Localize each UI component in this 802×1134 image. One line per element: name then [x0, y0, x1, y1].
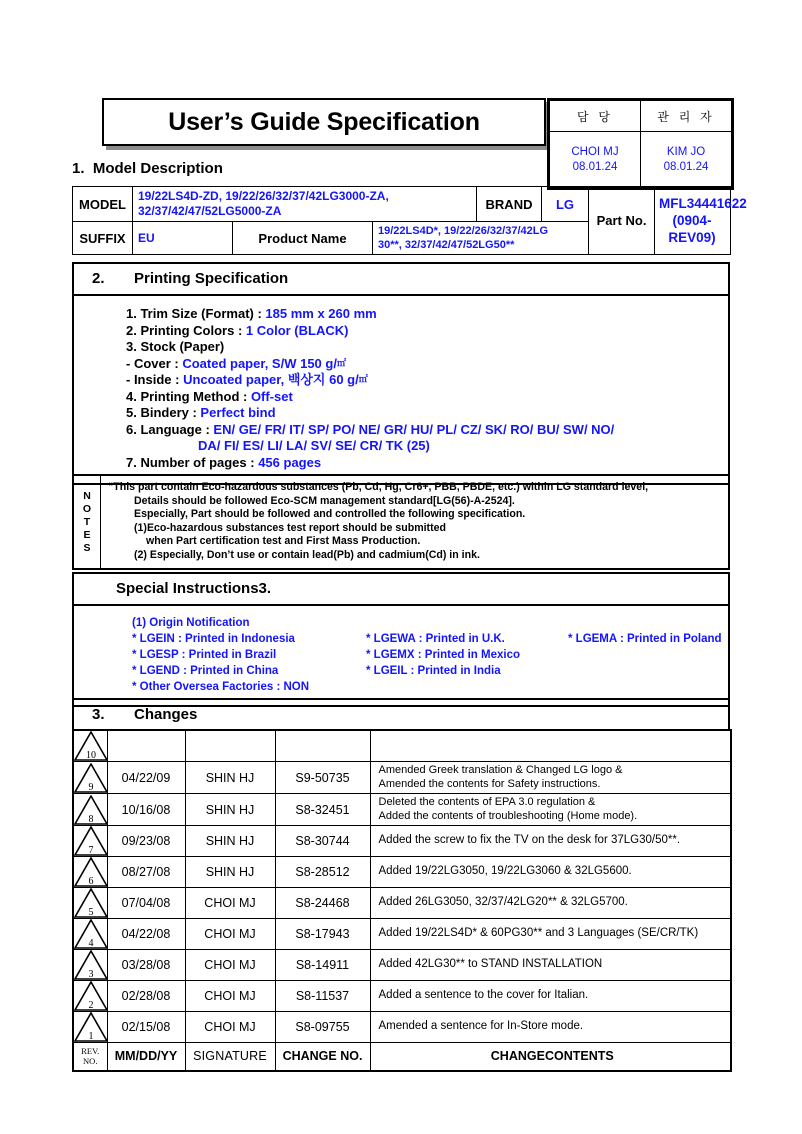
change-number: S8-28512	[275, 857, 370, 888]
suffix-label: SUFFIX	[73, 222, 133, 255]
origin-lgewa: * LGEWA : Printed in U.K.	[366, 633, 505, 645]
change-date: 02/28/08	[107, 981, 185, 1012]
change-number: S8-24468	[275, 888, 370, 919]
suffix-value: EU	[133, 222, 233, 255]
spec-stock-inside-unit: ㎡	[358, 375, 368, 385]
change-number: S8-30744	[275, 826, 370, 857]
section-2-number: 2.	[92, 270, 105, 287]
spec-trim-size	[126, 306, 728, 323]
model-label: MODEL	[73, 187, 133, 222]
changes-table	[72, 729, 732, 1072]
changes-panel-header	[72, 698, 730, 730]
approval-manager-date: 08.01.24	[663, 160, 709, 173]
document-title-box	[102, 98, 546, 146]
spec-language	[126, 422, 728, 439]
part-no-label: Part No.	[589, 187, 655, 255]
change-contents-line: Amended the contents for Safety instructions.	[378, 777, 601, 790]
spec-printing-method	[126, 389, 728, 406]
section-3-title: Changes	[134, 706, 198, 723]
change-date: 04/22/09	[107, 762, 185, 794]
spec-stock-label: 3. Stock (Paper)	[126, 339, 225, 354]
table-row	[73, 950, 731, 981]
revision-marker-1	[73, 1012, 107, 1043]
page-title: User’s Guide Specification	[168, 107, 480, 136]
printing-specification-panel	[72, 262, 730, 485]
table-row	[73, 888, 731, 919]
origin-lgeil: * LGEIL : Printed in India	[366, 665, 501, 677]
change-contents	[370, 794, 731, 826]
revision-triangle-icon	[74, 888, 107, 918]
change-contents-line: Added 19/22LG3050, 19/22LG3060 & 32LG5600.	[378, 865, 632, 878]
change-date: 07/04/08	[107, 888, 185, 919]
header-rev-no-line-2: NO.	[83, 1056, 98, 1067]
section-1-title: Model Description	[92, 160, 223, 177]
revision-triangle-icon	[74, 763, 107, 793]
notes-line-3: Especially, Part should be followed and controlled the following specification.	[134, 508, 526, 521]
notes-line-1: “This part contain Eco-hazardous substances (Pb, Cd, Hg, Cr6+, PBB, PBDE, etc.) within LG standard level,	[108, 481, 649, 493]
change-contents-line: Deleted the contents of EPA 3.0 regulation &	[378, 796, 596, 808]
change-contents	[370, 888, 731, 919]
origin-notification-title-row	[120, 615, 728, 631]
printing-specification-list	[74, 296, 728, 483]
change-contents-line: Amended Greek translation & Changed LG logo &	[378, 764, 623, 776]
change-signature: CHOI MJ	[185, 919, 275, 950]
change-contents-line: Amended a sentence for In-Store mode.	[378, 1020, 584, 1033]
change-signature: SHIN HJ	[185, 794, 275, 826]
change-number: S8-14911	[275, 950, 370, 981]
spec-number-of-pages-value: 456 pages	[258, 454, 322, 470]
header-rev-no-line-1: REV.	[81, 1046, 100, 1057]
model-value-line-2: 32/37/42/47/52LG5000-ZA	[138, 204, 282, 218]
brand-label: BRAND	[477, 187, 542, 222]
special-instructions-body	[74, 606, 728, 705]
revision-triangle-icon	[74, 857, 107, 887]
revision-number: 7	[88, 845, 94, 856]
product-name-line-1: 19/22LS4D*, 19/22/26/32/37/42LG	[378, 225, 549, 237]
approval-name-row	[550, 132, 732, 188]
revision-marker-9	[73, 762, 107, 794]
table-row	[73, 730, 731, 762]
change-number: S8-09755	[275, 1012, 370, 1043]
header-rev-no	[73, 1043, 107, 1071]
section-3-number: 3.	[92, 706, 105, 723]
approval-header-charge: 담 당	[550, 101, 641, 132]
revision-number: 1	[88, 1031, 94, 1042]
revision-number: 4	[88, 938, 94, 949]
origin-lgend: * LGEND : Printed in China	[132, 665, 279, 677]
notes-line-5: when Part certification test and First Mass Production.	[146, 535, 421, 548]
change-signature: CHOI MJ	[185, 950, 275, 981]
spec-stock-cover	[126, 356, 728, 373]
part-no-line-2: (0904-REV09)	[668, 213, 716, 245]
approval-header-row	[550, 101, 732, 132]
header-date: MM/DD/YY	[107, 1043, 185, 1071]
revision-triangle-icon	[74, 981, 107, 1011]
header-change-contents	[370, 1043, 731, 1071]
spec-bindery-label: 5. Bindery :	[126, 405, 201, 420]
revision-triangle-icon	[74, 795, 107, 825]
notes-label	[74, 476, 101, 568]
spec-printing-method-value: Off-set	[250, 388, 293, 404]
change-contents-line: Added 19/22LS4D* & 60PG30** and 3 Languages (SE/CR/TK)	[378, 927, 699, 940]
change-number: S8-17943	[275, 919, 370, 950]
revision-marker-2	[73, 981, 107, 1012]
change-signature: SHIN HJ	[185, 857, 275, 888]
table-row	[73, 1012, 731, 1043]
change-number: S8-32451	[275, 794, 370, 826]
model-description-table	[72, 186, 747, 255]
origin-notification-title: (1) Origin Notification	[132, 617, 250, 629]
change-signature: SHIN HJ	[185, 762, 275, 794]
spec-stock-cover-unit: ㎡	[336, 358, 346, 369]
table-row	[73, 762, 731, 794]
changes-table-header-row	[73, 1043, 731, 1071]
change-number: S9-50735	[275, 762, 370, 794]
change-contents	[370, 762, 731, 794]
change-contents	[370, 950, 731, 981]
notes-line-4: (1)Eco-hazardous substances test report should be submitted	[134, 521, 446, 534]
revision-marker-5	[73, 888, 107, 919]
spec-language-value-line-1: EN/ GE/ FR/ IT/ SP/ PO/ NE/ GR/ HU/ PL/ CZ/ SK/ RO/ BU/ SW/ NO/	[213, 421, 615, 437]
change-contents	[370, 981, 731, 1012]
change-number	[275, 730, 370, 762]
change-contents	[370, 857, 731, 888]
change-date: 10/16/08	[107, 794, 185, 826]
section-1-number: 1.	[72, 160, 85, 177]
change-date: 08/27/08	[107, 857, 185, 888]
notes-label-letter-e: E	[83, 528, 91, 541]
approval-manager-cell	[641, 132, 732, 188]
origin-other-factories: * Other Oversea Factories : NON	[132, 681, 310, 693]
revision-triangle-icon	[74, 731, 107, 761]
change-contents-line: Added 26LG3050, 32/37/42LG20** & 32LG5700.	[378, 896, 628, 909]
notes-body	[101, 476, 728, 568]
table-row-model	[73, 187, 731, 222]
revision-number: 5	[88, 907, 94, 918]
origin-lgein: * LGEIN : Printed in Indonesia	[132, 633, 295, 645]
origin-row-4	[120, 679, 728, 695]
header-signature: SIGNATURE	[185, 1043, 275, 1071]
section-2-heading	[74, 264, 728, 296]
origin-row-2	[120, 647, 728, 663]
spec-bindery-value: Perfect bind	[200, 405, 276, 420]
change-contents-line: Added a sentence to the cover for Italian.	[378, 989, 589, 1002]
change-signature: SHIN HJ	[185, 826, 275, 857]
spec-printing-colors-value: 1 Color (BLACK)	[245, 322, 349, 338]
revision-number: 9	[88, 781, 94, 793]
notes-label-letter-o: O	[82, 502, 92, 515]
spec-language-label: 6. Language :	[126, 421, 214, 437]
notes-label-letter-n: N	[83, 489, 91, 502]
spec-stock	[126, 339, 728, 356]
approval-box	[547, 98, 734, 190]
notes-line-6: (2) Especially, Don’t use or contain lead(Pb) and cadmium(Cd) in ink.	[134, 548, 480, 561]
table-row	[73, 857, 731, 888]
product-name-value	[373, 222, 589, 255]
notes-panel	[72, 474, 730, 570]
revision-triangle-icon	[74, 826, 107, 856]
special-instructions-heading: Special Instructions3.	[74, 574, 728, 606]
part-no-value	[655, 187, 747, 255]
spec-stock-inside	[126, 372, 728, 389]
spec-stock-inside-value-b: 백상지 60 g/	[284, 372, 359, 387]
brand-value: LG	[542, 187, 589, 222]
change-signature: CHOI MJ	[185, 981, 275, 1012]
notes-label-letter-t: T	[83, 515, 91, 528]
approval-header-manager: 관 리 자	[641, 101, 732, 132]
origin-lgemx: * LGEMX : Printed in Mexico	[366, 649, 520, 661]
spec-printing-method-label: 4. Printing Method :	[126, 388, 251, 404]
revision-number: 2	[88, 1000, 94, 1011]
table-row	[73, 981, 731, 1012]
special-instructions-panel	[72, 572, 730, 707]
spec-number-of-pages	[126, 455, 728, 472]
origin-lgesp: * LGESP : Printed in Brazil	[132, 649, 277, 661]
change-date: 04/22/08	[107, 919, 185, 950]
revision-number: 3	[88, 969, 94, 980]
revision-number: 10	[86, 750, 96, 761]
revision-marker-3	[73, 950, 107, 981]
change-contents	[370, 1012, 731, 1043]
revision-triangle-icon	[74, 1012, 107, 1042]
section-3-heading	[74, 700, 728, 730]
approval-manager-name: KIM JO	[666, 145, 706, 158]
spec-stock-cover-label: - Cover :	[126, 355, 183, 371]
change-contents-line: Added the contents of troubleshooting (Home mode).	[378, 809, 638, 822]
spec-printing-colors-label: 2. Printing Colors :	[126, 322, 246, 338]
spec-stock-inside-value-a: Uncoated paper,	[183, 372, 285, 387]
notes-line-2: Details should be followed Eco-SCM management standard[LG(56)-A-2524].	[134, 494, 515, 507]
revision-triangle-icon	[74, 950, 107, 980]
approval-charge-date: 08.01.24	[572, 160, 618, 173]
spec-bindery	[126, 405, 728, 422]
part-no-line-1: MFL34441622	[659, 196, 747, 211]
spec-number-of-pages-label: 7. Number of pages :	[126, 454, 259, 470]
origin-row-3	[120, 663, 728, 679]
origin-lgema: * LGEMA : Printed in Poland	[568, 633, 722, 645]
spec-trim-size-label: 1. Trim Size (Format) :	[126, 306, 266, 321]
spec-language-cont	[126, 438, 728, 455]
change-contents	[370, 730, 731, 762]
approval-charge-name: CHOI MJ	[571, 145, 619, 158]
revision-marker-8	[73, 794, 107, 826]
change-signature	[185, 730, 275, 762]
change-contents-line: Added the screw to fix the TV on the desk for 37LG30/50**.	[378, 834, 681, 847]
change-contents	[370, 826, 731, 857]
table-row	[73, 794, 731, 826]
product-name-label: Product Name	[233, 222, 373, 255]
revision-number: 8	[88, 813, 94, 825]
change-date: 03/28/08	[107, 950, 185, 981]
change-contents	[370, 919, 731, 950]
spec-trim-size-value: 185 mm x 260 mm	[265, 306, 377, 321]
change-number: S8-11537	[275, 981, 370, 1012]
table-row	[73, 826, 731, 857]
section-1-heading	[72, 160, 223, 177]
header-change-contents-a: CHANGE	[490, 1048, 545, 1063]
header-change-contents-b: CONTENTS	[544, 1048, 614, 1063]
change-date	[107, 730, 185, 762]
notes-label-letter-s: S	[83, 541, 91, 554]
change-signature: CHOI MJ	[185, 888, 275, 919]
revision-marker-10	[73, 730, 107, 762]
model-value-line-1: 19/22LS4D-ZD, 19/22/26/32/37/42LG3000-ZA,	[138, 189, 389, 203]
table-row	[73, 919, 731, 950]
model-value	[133, 187, 477, 222]
header-change-no: CHANGE NO.	[275, 1043, 370, 1071]
change-date: 02/15/08	[107, 1012, 185, 1043]
spec-printing-colors	[126, 323, 728, 340]
change-contents-line: Added 42LG30** to STAND INSTALLATION	[378, 958, 603, 971]
revision-number: 6	[88, 876, 94, 887]
revision-marker-4	[73, 919, 107, 950]
spec-stock-inside-label: - Inside :	[126, 372, 184, 387]
revision-triangle-icon	[74, 919, 107, 949]
origin-row-1	[120, 631, 728, 647]
change-signature: CHOI MJ	[185, 1012, 275, 1043]
approval-charge-cell	[550, 132, 641, 188]
spec-language-value-line-2: DA/ FI/ ES/ LI/ LA/ SV/ SE/ CR/ TK (25)	[198, 438, 430, 453]
product-name-line-2: 30**, 32/37/42/47/52LG50**	[378, 239, 515, 251]
revision-marker-7	[73, 826, 107, 857]
revision-marker-6	[73, 857, 107, 888]
spec-stock-cover-value: Coated paper, S/W 150 g/	[182, 355, 337, 371]
change-date: 09/23/08	[107, 826, 185, 857]
section-2-title: Printing Specification	[134, 270, 289, 287]
